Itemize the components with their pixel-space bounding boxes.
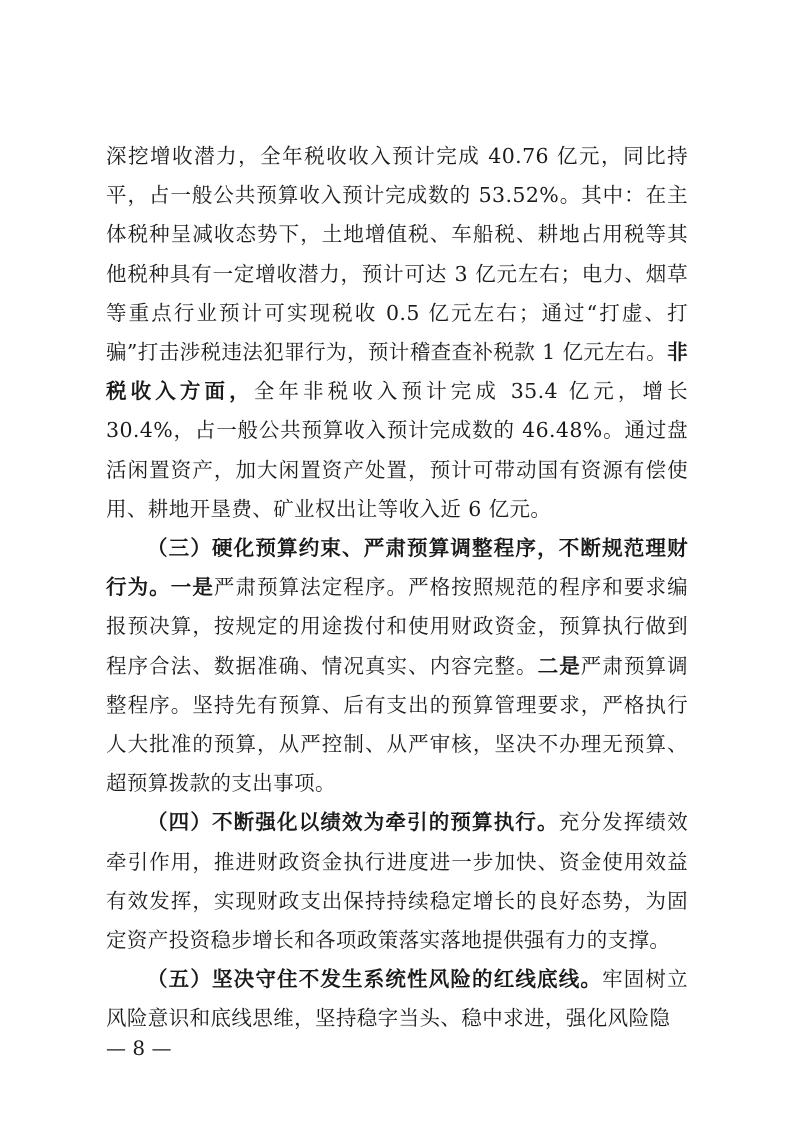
bold-text-segment: 二是	[537, 653, 581, 678]
text-segment: 严肃预算法定程序。严格按照规范的程序和要求编报预决算，按规定的用途拨付和使用财政资金，预算执行做到程序合法、数据准确、情况真实、内容完整。	[106, 575, 688, 678]
text-segment: 严肃预算调整程序。坚持先有预算、后有支出的预算管理要求，严格执行人大批准的预算，从严控制、从严审核，坚决不办理无预算、超预算拨款的支出事项。	[106, 653, 689, 796]
paragraph-budget-constraint	[106, 529, 688, 803]
document-body	[106, 137, 688, 1039]
bold-text-segment: （三）硬化预算约束、严肃预算调整程序，不断规范理财行为。	[106, 536, 688, 600]
paragraph-risk-bottom-line	[106, 960, 688, 1038]
page-number: — 8 —	[106, 1036, 172, 1060]
text-segment: 充分发挥绩效牵引作用，推进财政资金执行进度进一步加快、资金使用效益有效发挥，实现财政支出保持持续稳定增长的良好态势，为固定资产投资稳步增长和各项政策落实落地提供强有力的支撑。	[106, 810, 688, 953]
bold-text-segment: 非税收入方面，	[106, 340, 688, 404]
bold-text-segment: 一是	[170, 575, 214, 600]
paragraph-performance-execution	[106, 803, 688, 960]
text-segment: 牢固树立风险意识和底线思维，坚持稳字当头、稳中求进，强化风险隐	[106, 967, 688, 1031]
bold-text-segment: （四）不断强化以绩效为牵引的预算执行。	[147, 810, 559, 835]
bold-text-segment: （五）坚决守住不发生系统性风险的红线底线。	[147, 967, 603, 992]
text-segment: 深挖增收潜力，全年税收收入预计完成 40.76 亿元，同比持平，占一般公共预算收入预计完成数的 53.52%。其中：在主体税种呈减收态势下，土地增值税、车船税、耕地占用税等其他税种具有一定增收潜力，预计可达 3 亿元左右；电力、烟草等重点行业预计可实现税收 0.5 亿元左右；通过“打虚、打骗”打击涉税违法犯罪行为，预计稽查查补税款 1 亿元左右。	[106, 144, 688, 365]
text-segment: 全年非税收入预计完成 35.4 亿元，增长 30.4%，占一般公共预算收入预计完成数的 46.48%。通过盘活闲置资产，加大闲置资产处置，预计可带动国有资源有偿使用、耕地开垦费、矿业权出让等收入近 6 亿元。	[106, 379, 689, 521]
paragraph-tax-revenue	[106, 137, 688, 529]
